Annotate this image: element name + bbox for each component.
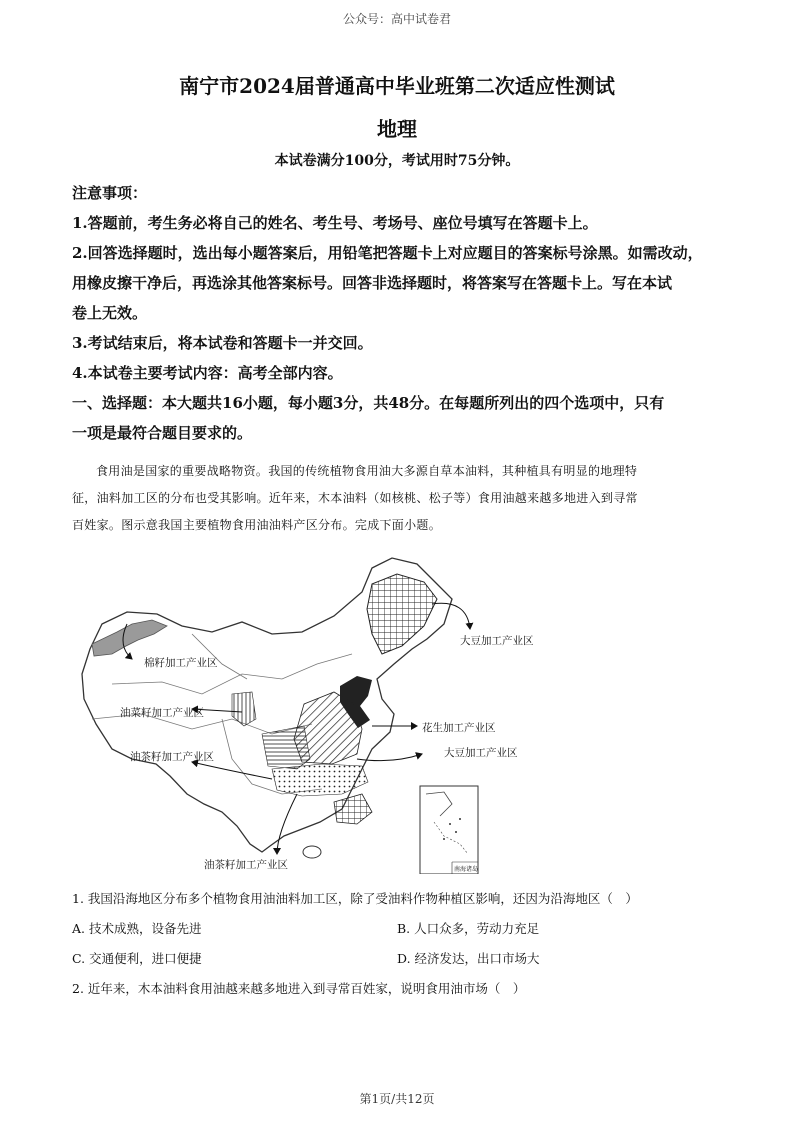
section-heading: 一、选择题：本大题共16小题，每小题3分，共48分。在每题所列出的四个选项中，只有 <box>72 394 665 412</box>
passage-intro <box>72 458 724 539</box>
label-rapeseed-west: 油菜籽加工产业区 <box>120 707 204 719</box>
intro-line: 食用油是国家的重要战略物资。我国的传统植物食用油大多源自草本油料，其种植具有明显的地理特 <box>96 464 638 478</box>
notice-item: 1.答题前，考生务必将自己的姓名、考生号、考场号、座位号填写在答题卡上。 <box>72 214 598 232</box>
option-a[interactable]: A. 技术成熟，设备先进 <box>72 921 202 936</box>
option-row <box>72 914 724 944</box>
label-inset: 南海诸岛 <box>454 866 479 873</box>
label-camellia: 油茶籽加工产业区 <box>130 751 214 763</box>
notice-item: 3.考试结束后，将本试卷和答题卡一并交回。 <box>72 334 373 352</box>
notice-item: 2.回答选择题时，选出每小题答案后，用铅笔把答题卡上对应题目的答案标号涂黑。如需改动， <box>72 244 703 262</box>
option-d[interactable]: D. 经济发达，出口市场大 <box>397 951 540 966</box>
option-c[interactable]: C. 交通便利，进口便捷 <box>72 951 202 966</box>
page-header-source: 公众号：高中试卷君 <box>342 12 451 26</box>
label-peanut: 花生加工产业区 <box>422 722 496 734</box>
hainan-island <box>303 846 321 858</box>
camellia-region <box>272 764 368 796</box>
notice-item: 卷上无效。 <box>72 304 148 322</box>
notice-item: 4.本试卷主要考试内容：高考全部内容。 <box>72 364 343 382</box>
notice-block <box>72 178 724 448</box>
question-stem: 2. 近年来，木本油料食用油越来越多地进入到寻常百姓家，说明食用油市场（ ） <box>72 981 526 996</box>
exam-title: 南宁市2024届普通高中毕业班第二次适应性测试 <box>179 74 615 98</box>
page-number: 第1页/共12页 <box>359 1092 435 1106</box>
option-row <box>72 944 724 974</box>
section-heading-cont: 一项是最符合题目要求的。 <box>72 424 253 442</box>
label-soy-east: 大豆加工产业区 <box>444 747 518 759</box>
exam-score-line: 本试卷满分100分，考试用时75分钟。 <box>274 153 520 169</box>
exam-subject: 地理 <box>377 117 417 141</box>
notice-item: 用橡皮擦干净后，再选涂其他答案标号。回答非选择题时，将答案写在答题卡上。写在本试 <box>72 274 673 292</box>
rapeseed-sichuan-region <box>262 726 310 769</box>
label-cottonseed: 棉籽加工产业区 <box>144 657 218 669</box>
notice-heading: 注意事项： <box>72 184 148 202</box>
label-soy-north: 大豆加工产业区 <box>460 635 534 647</box>
intro-line: 征，油料加工区的分布也受其影响。近年来，木本油料（如核桃、松子等）食用油越来越多地进入到寻常 <box>72 491 638 505</box>
label-camellia-south: 油茶籽加工产业区 <box>204 859 288 871</box>
question-stem: 1. 我国沿海地区分布多个植物食用油油料加工区，除了受油料作物种植区影响，还因为沿海地区（ ） <box>72 891 638 906</box>
option-b[interactable]: B. 人口众多，劳动力充足 <box>397 921 540 936</box>
soy-northeast-region <box>367 574 437 654</box>
questions-block <box>72 884 724 1004</box>
china-oil-map <box>72 554 542 874</box>
intro-line: 百姓家。图示意我国主要植物食用油油料产区分布。完成下面小题。 <box>72 518 442 532</box>
